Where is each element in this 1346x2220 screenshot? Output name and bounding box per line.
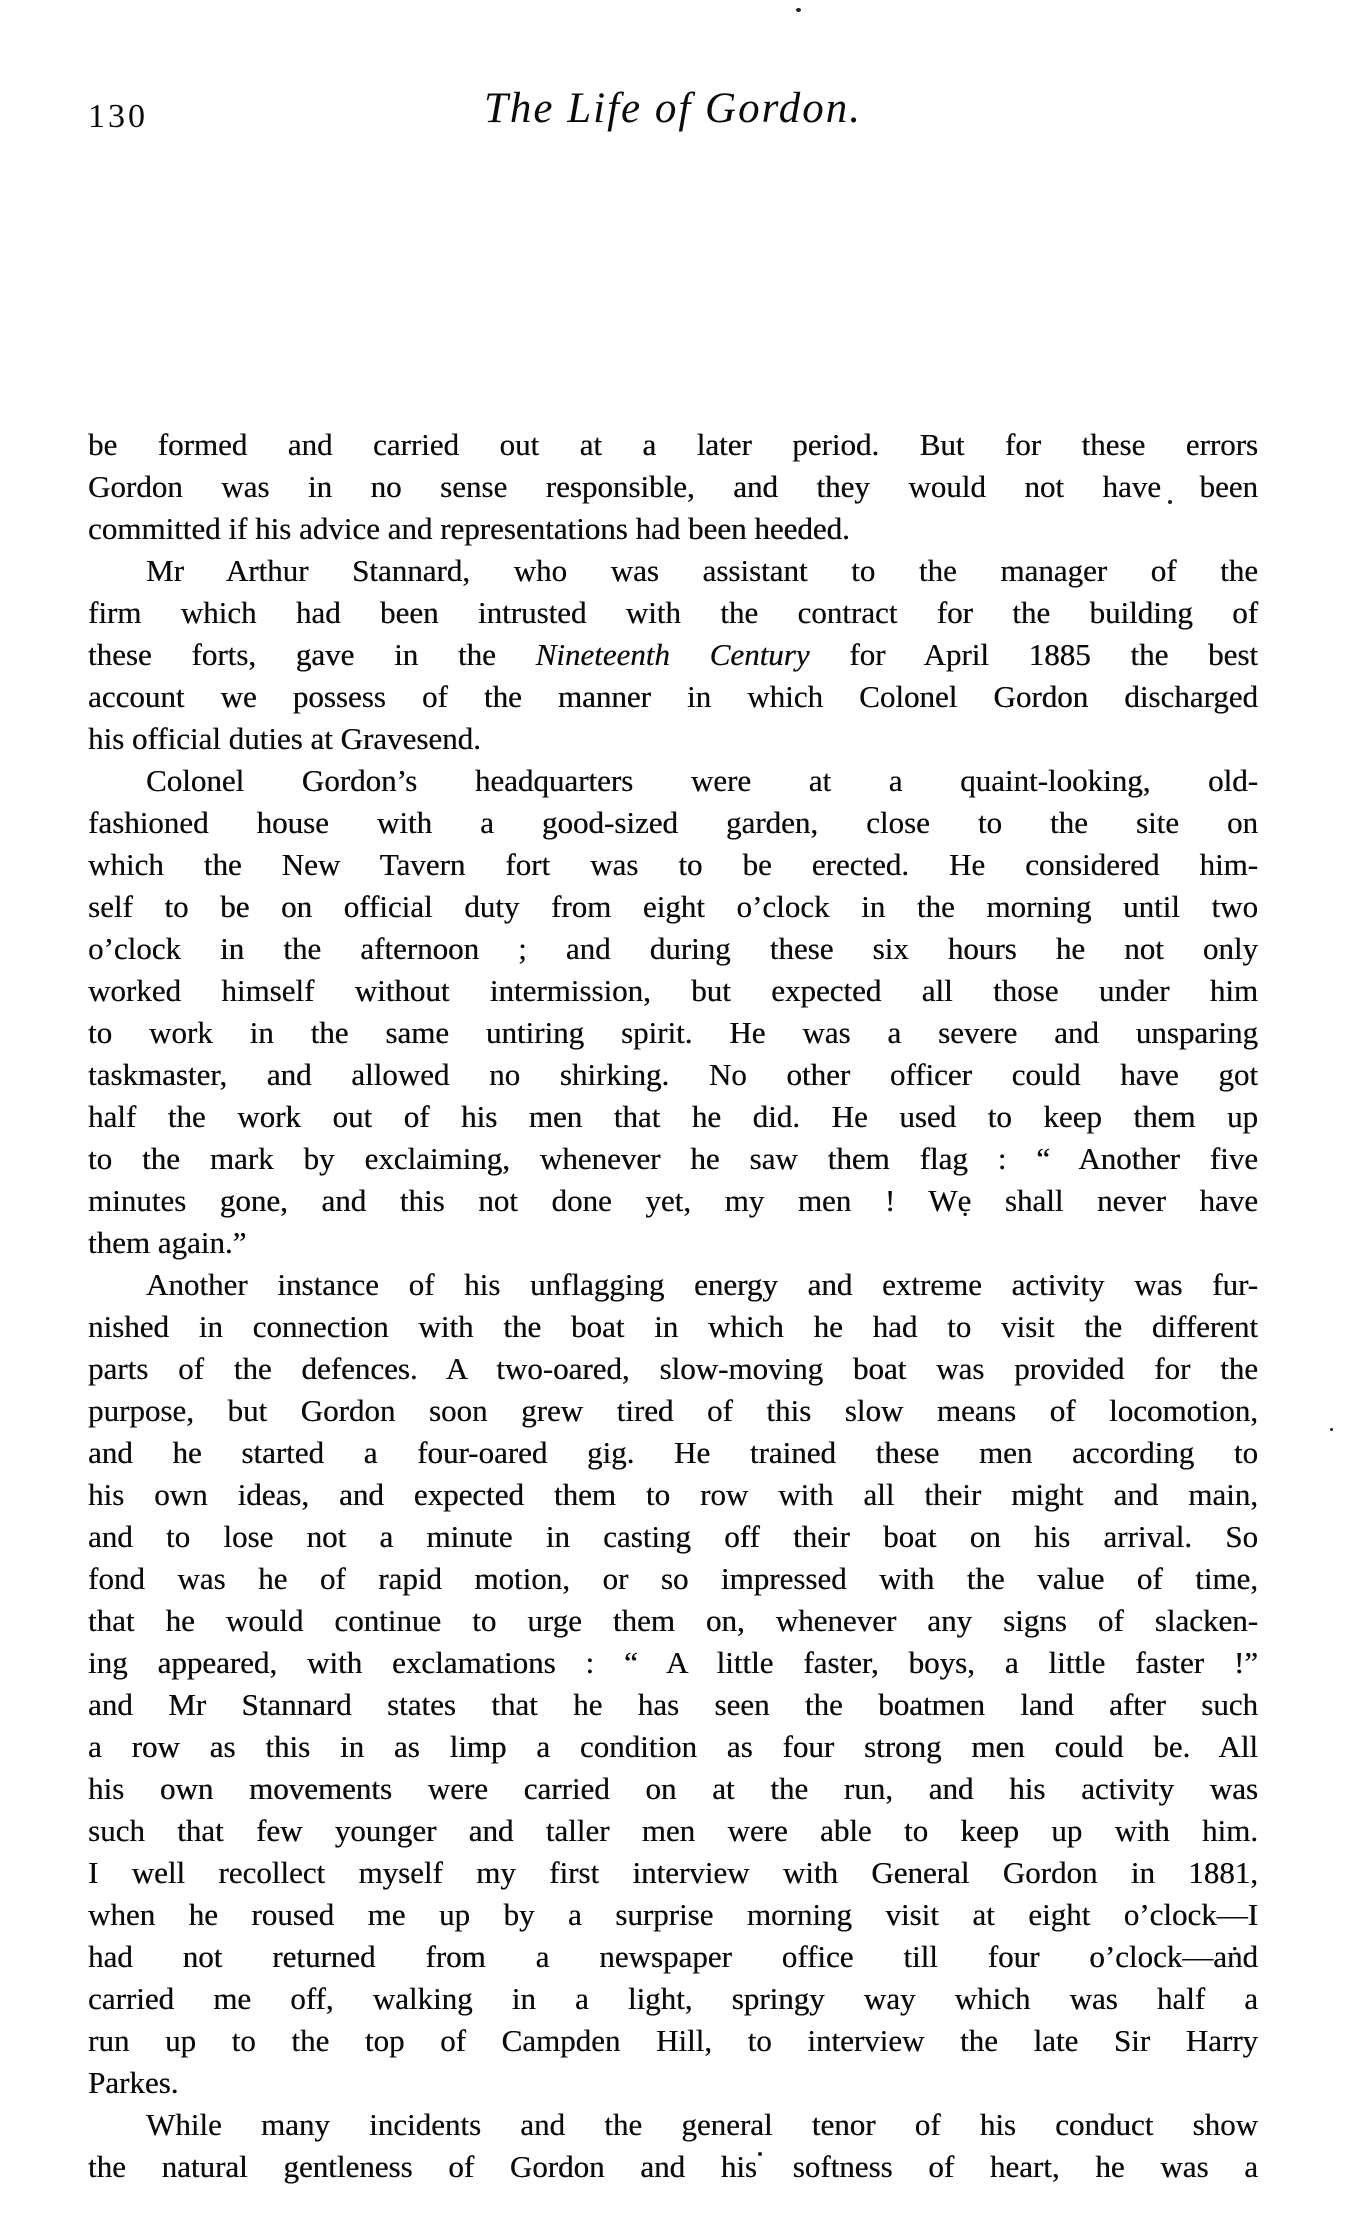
text-line	[88, 634, 1258, 676]
text-line: o’clock in the afternoon ; and during these six hours he not only	[88, 931, 1258, 966]
text-line: purpose, but Gordon soon grew tired of this slow means of locomotion,	[88, 1393, 1258, 1428]
page-body	[88, 424, 1258, 2188]
italic-citation: Nineteenth Century	[535, 637, 810, 672]
text-line: Another instance of his unflagging energy and extreme activity was fur-	[146, 1267, 1258, 1302]
text-line: them again.”	[88, 1225, 247, 1260]
text-line: which the New Tavern fort was to be erected. He considered him-	[88, 847, 1258, 882]
running-title: The Life of Gordon.	[483, 85, 863, 132]
text-line: and to lose not a minute in casting off their boat on his arrival. So	[88, 1519, 1258, 1554]
text-line: a row as this in as limp a condition as four strong men could be. All	[88, 1729, 1258, 1764]
text-line: self to be on official duty from eight o’clock in the morning until two	[88, 889, 1258, 924]
text-line: his own movements were carried on at the run, and his activity was	[88, 1771, 1258, 1806]
text-line: carried me off, walking in a light, springy way which was half a	[88, 1981, 1258, 2016]
page-header	[88, 84, 1258, 156]
text-line: to the mark by exclaiming, whenever he saw them flag : “ Another five	[88, 1141, 1258, 1176]
paragraph	[88, 1264, 1258, 2104]
text-line: and he started a four-oared gig. He trained these men according to	[88, 1435, 1258, 1470]
text-line: Parkes.	[88, 2065, 179, 2100]
ink-speck	[796, 8, 801, 12]
text-line: committed if his advice and representations had been heeded.	[88, 511, 850, 546]
text-line: when he roused me up by a surprise morning visit at eight o’clock—I	[88, 1897, 1258, 1932]
text-line: the natural gentleness of Gordon and his softness of heart, he was a	[88, 2149, 1258, 2184]
page-number: 130	[88, 98, 148, 135]
text-segment: for April 1885 the best	[809, 637, 1258, 672]
text-line: account we possess of the manner in which Colonel Gordon discharged	[88, 679, 1258, 714]
text-line: I well recollect myself my first interview with General Gordon in 1881,	[88, 1855, 1258, 1890]
text-line: and Mr Stannard states that he has seen the boatmen land after such	[88, 1687, 1258, 1722]
ink-speck	[1330, 1428, 1333, 1431]
text-line: that he would continue to urge them on, whenever any signs of slacken-	[88, 1603, 1258, 1638]
text-line: Gordon was in no sense responsible, and they would not have been	[88, 469, 1258, 504]
text-line: his official duties at Gravesend.	[88, 721, 481, 756]
paragraph	[88, 550, 1258, 760]
text-line: taskmaster, and allowed no shirking. No other officer could have got	[88, 1057, 1258, 1092]
text-line: be formed and carried out at a later period. But for these errors	[88, 427, 1258, 462]
paragraph	[88, 2104, 1258, 2188]
text-line: had not returned from a newspaper office till four o’clock—aṅd	[88, 1939, 1258, 1974]
paragraph	[88, 424, 1258, 550]
text-line: fashioned house with a good-sized garden, close to the site on	[88, 805, 1258, 840]
text-line: nished in connection with the boat in which he had to visit the different	[88, 1309, 1258, 1344]
text-line: While many incidents and the general tenor of his conduct show	[146, 2107, 1258, 2142]
text-line: run up to the top of Campden Hill, to interview the late Sir Harry	[88, 2023, 1258, 2058]
paragraph	[88, 760, 1258, 1264]
text-line: Colonel Gordon’s headquarters were at a quaint-looking, old-	[146, 763, 1258, 798]
text-line: worked himself without intermission, but expected all those under him	[88, 973, 1258, 1008]
text-line: such that few younger and taller men were able to keep up with him.	[88, 1813, 1258, 1848]
text-line: half the work out of his men that he did. He used to keep them up	[88, 1099, 1258, 1134]
text-line: fond was he of rapid motion, or so impressed with the value of time,	[88, 1561, 1258, 1596]
text-segment: these forts, gave in the	[88, 637, 536, 672]
text-line: firm which had been intrusted with the contract for the building of	[88, 595, 1258, 630]
text-line: minutes gone, and this not done yet, my men ! Wẹ shall never have	[88, 1183, 1258, 1218]
text-line: parts of the defences. A two-oared, slow-moving boat was provided for the	[88, 1351, 1258, 1386]
text-line: Mr Arthur Stannard, who was assistant to the manager of the	[146, 553, 1258, 588]
text-line: ing appeared, with exclamations : “ A little faster, boys, a little faster !”	[88, 1645, 1258, 1680]
text-line: to work in the same untiring spirit. He was a severe and unsparing	[88, 1015, 1258, 1050]
text-line: his own ideas, and expected them to row with all their might and main,	[88, 1477, 1258, 1512]
